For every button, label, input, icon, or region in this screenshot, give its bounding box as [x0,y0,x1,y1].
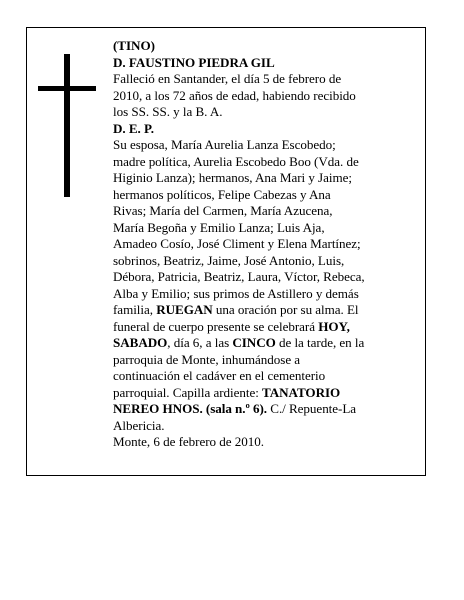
cross-icon-bar [38,86,96,91]
rip-line: D. E. P. [113,120,154,136]
chapel-name: TANATORIO NEREO HNOS. (sala n.º 6). [113,384,341,416]
place-date: Monte, 6 de febrero de 2010. [113,434,264,449]
family-list: Su esposa, María Aurelia Lanza Escobedo; madre política, Aurelia Escobedo Boo (Vda. de Higinio Lanza); hermanos, Ana Mari y Jaime; hermanos políticos, Felipe Cabezas y Ana Rivas; María del Carmen, María Azucena, María Begoña y Emilio Lanza; Luis Aja, Amadeo Cosío, José Climent y Elena Martínez; sobrinos, Beatriz, Jaime, José Antonio, Luis, Débora, Patricia, Beatriz, Laura, Víctor, Rebeca, Alba y Emilio; sus primos de Astillero y demás familia, [113,137,365,317]
funeral-day-rest: , día 6, a las [167,335,233,350]
funeral-time: CINCO [232,335,276,350]
death-statement: Falleció en Santander, el día 5 de febrero de 2010, a los 72 años de edad, habiendo recibido los SS. SS. y la B. A. [113,71,356,119]
funeral-details: de la tarde, en la parroquia de Monte, inhumándose a continuación el cadáver en el cementerio parroquial. Capilla ardiente: [113,335,365,400]
obituary-text [113,38,366,451]
funeral-day: HOY, SABADO [113,318,350,350]
deceased-alias: (TINO) [113,38,155,53]
chapel-address: C./ Repuente-La Albericia. [113,401,357,433]
prayer-text: una oración por su alma. El funeral de cuerpo presente se celebrará [113,302,359,334]
ruegan-text: RUEGAN [156,302,213,317]
cross-icon [64,54,70,197]
deceased-name: D. FAUSTINO PIEDRA GIL [113,54,275,70]
family-paragraph [113,137,366,434]
